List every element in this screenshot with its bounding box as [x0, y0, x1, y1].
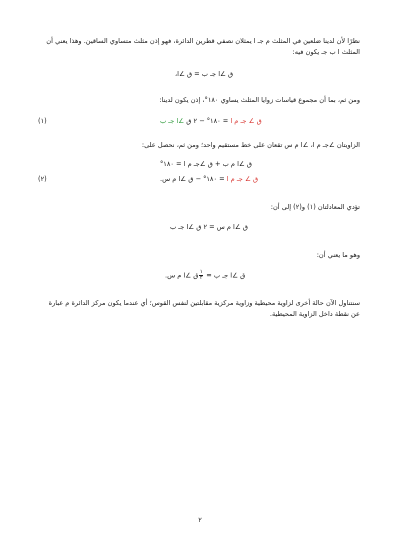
equation-half-central	[165, 270, 245, 281]
equation-1-number: (١)	[38, 117, 47, 125]
fraction-one-half: $\frac{١}{٢}$	[199, 269, 203, 281]
angle-cma-red-2: ق ∠ جـ م ا	[226, 175, 259, 183]
paragraph-conclusion: تؤدي المعادلتان (١) و(٢) إلى أن:	[270, 203, 360, 211]
paragraph-next-case: سنتناول الآن حالة أخرى لزاوية محيطية وزاوية مركزية مقابلتين لنفس القوس؛ أي عندما يكون مركز الدائرة م عبارة عن نقطة داخل الزاوية المحيطية.	[48, 299, 360, 318]
equation-1-middle: = ١٨٠° − ٢ ق	[184, 117, 231, 125]
equation-half-rhs: ق ∠ا م س.	[165, 271, 199, 280]
paragraph-angle-sum: ومن ثم، بما أن مجموع قياسات زوايا المثلث يساوي ١٨٠°، إذن يكون لدينا:	[159, 96, 360, 104]
angle-cma-red: ق ∠ جـ م ا	[230, 117, 262, 125]
equation-base-angles: ق ∠ا جـ ب = ق ∠ا،	[175, 70, 234, 78]
paragraph-means: وهو ما يعني أن:	[316, 251, 360, 259]
equation-2	[160, 175, 258, 184]
page-number: ٢	[198, 516, 202, 524]
angle-acb-green: ∠ا جـ ب	[160, 117, 185, 125]
equation-central-double: ق ∠ا م س = ٢ ق ∠ا جـ ب	[170, 223, 249, 231]
paragraph-straight-line: الزاويتان ∠جـ م ا، ∠ا م س تقعان على خط مستقيم واحد؛ ومن ثم، نحصل على:	[141, 141, 360, 149]
equation-half-lhs: ق ∠ا جـ ب =	[204, 271, 246, 280]
equation-1	[160, 117, 262, 126]
equation-straight-line: ق ∠ا م ب + ق ∠جـ م ا = ١٨٠°	[160, 160, 253, 168]
equation-2-number: (٢)	[38, 175, 47, 183]
paragraph-isosceles: نظرًا لأن لدينا ضلعين في المثلث م جـ ا يمثلان نصفي قطرين الدائرة، فهو إذن مثلث متساوي الساقين. وهذا يعني أن المثلث ا ب جـ يكون فيه:	[46, 37, 360, 56]
equation-2-middle: = ١٨٠° − ق ∠ا م س.	[160, 175, 227, 183]
